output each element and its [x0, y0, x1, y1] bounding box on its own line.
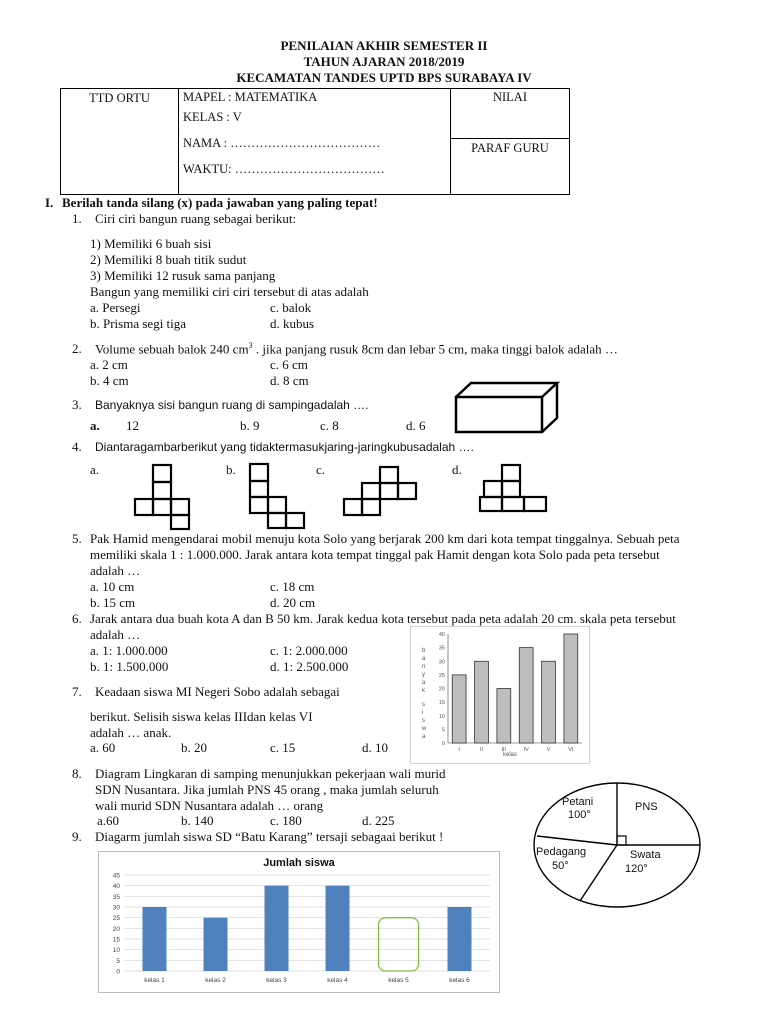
q7-option-d[interactable]: d. 10	[362, 740, 388, 755]
chart1-xtick-label: I	[458, 747, 460, 753]
chart1-bar	[564, 634, 578, 743]
q4-text: Diantaragambarberikut yang tidaktermasukjaring-jaringkubusadalah ….	[95, 440, 474, 454]
chart3-ytick-label: 40	[112, 883, 120, 891]
chart3-xtick-label: kelas 3	[266, 977, 287, 984]
chart3-ytick-label: 25	[112, 915, 120, 923]
chart1-ylabel-char: b	[422, 648, 426, 654]
q3-option-d[interactable]: d. 6	[406, 418, 426, 433]
chart1-bar	[542, 661, 556, 743]
q3-option-c[interactable]: c. 8	[320, 418, 339, 433]
q2-text	[95, 341, 618, 357]
chart1-ytick-label: 35	[438, 645, 445, 652]
chart1-ylabel-char: k	[422, 688, 425, 694]
chart1-ylabel-char: a	[422, 680, 426, 686]
q7-option-b[interactable]: b. 20	[181, 740, 207, 755]
q9-text: Diagarm jumlah siswa SD “Batu Karang” tersaji sebagaai berikut !	[95, 829, 444, 844]
q2-option-c[interactable]: c. 6 cm	[270, 357, 308, 372]
q3-option-b[interactable]: b. 9	[240, 418, 260, 433]
chart3-ytick-label: 20	[112, 925, 120, 933]
q7-line-3: adalah … anak.	[90, 725, 172, 740]
ttd-ortu-cell	[61, 89, 179, 195]
chart1-xtick-label: V	[546, 747, 551, 753]
q8-option-d[interactable]: d. 225	[362, 813, 395, 828]
chart1-bar	[452, 675, 466, 743]
waktu-field[interactable]: WAKTU: ………………………………	[183, 162, 385, 176]
chart1-bar	[519, 648, 533, 743]
chart1-xtick-label: IV	[523, 747, 529, 753]
chart3-xtick-label: kelas 2	[205, 977, 226, 984]
q5-number: 5.	[72, 531, 82, 546]
pie-label-pedagang: Pedagang	[536, 846, 587, 858]
q4-option-d[interactable]: d.	[452, 462, 462, 477]
q7-option-c[interactable]: c. 15	[270, 740, 296, 755]
q1-question: Bangun yang memiliki ciri ciri tersebut di atas adalah	[90, 284, 369, 299]
q3-option-a-letter: a.	[90, 418, 100, 433]
header-line-2: TAHUN AJARAN 2018/2019	[303, 54, 465, 69]
q3-number: 3.	[72, 397, 82, 412]
paraf-guru-label: PARAF GURU	[471, 141, 549, 155]
identity-table	[60, 88, 570, 195]
q7-option-a[interactable]: a. 60	[90, 740, 116, 755]
q7-line-2: berikut. Selisih siswa kelas IIIdan kelas VI	[90, 709, 313, 724]
q4-option-c[interactable]: c.	[316, 462, 326, 477]
student-info-cell	[179, 89, 451, 195]
chart1-ylabel-char: n	[422, 664, 426, 670]
q8-line-3: wali murid SDN Nusantara adalah … orang	[95, 798, 324, 813]
chart3-xtick-label: kelas 1	[144, 977, 165, 984]
chart3-bar	[448, 907, 472, 971]
chart3-ytick-label: 30	[112, 904, 120, 912]
siswa-mi-sobo-chart	[410, 626, 590, 764]
score-cell	[451, 89, 570, 195]
header-line-1: PENILAIAN AKHIR SEMESTER II	[280, 38, 488, 53]
chart3-ytick-label: 35	[112, 893, 120, 901]
q8-line-2: SDN Nusantara. Jika jumlah PNS 45 orang , maka jumlah seluruh	[95, 782, 439, 797]
section-instruction: Berilah tanda silang (x) pada jawaban yang paling tepat!	[62, 195, 378, 210]
q9-number: 9.	[72, 829, 82, 844]
q2-text-rest: . jika panjang rusuk 8cm dan lebar 5 cm, maka tinggi balok adalah …	[252, 341, 618, 357]
q6-number: 6.	[72, 611, 82, 626]
q1-option-c[interactable]: c. balok	[270, 300, 312, 315]
chart3-ytick-label: 15	[112, 936, 120, 944]
q1-feature-3: 3) Memiliki 12 rusuk sama panjang	[90, 268, 276, 283]
chart1-ytick-label: 25	[438, 672, 445, 679]
q1-text: Ciri ciri bangun ruang sebagai berikut:	[95, 211, 297, 226]
q2-option-b[interactable]: b. 4 cm	[90, 373, 129, 388]
q4-number: 4.	[72, 439, 82, 454]
chart1-ylabel-char: s	[422, 718, 425, 724]
cuboid-front-face	[456, 397, 542, 432]
cube-net-a	[135, 465, 189, 529]
chart1-bar	[497, 689, 511, 744]
chart3-ytick-label: 10	[112, 947, 120, 955]
chart3-bar	[143, 907, 167, 971]
cube-net-d	[480, 465, 546, 511]
chart1-xtick-label: II	[479, 747, 484, 753]
q1-feature-1: 1) Memiliki 6 buah sisi	[90, 236, 212, 251]
q4-option-a[interactable]: a.	[90, 462, 100, 477]
q5-line-1: Pak Hamid mengendarai mobil menuju kota Solo yang berjarak 200 km dari kota tempat tinggalnya. Sebuah peta	[90, 531, 680, 546]
chart1-xlabel: kelas	[502, 752, 518, 758]
chart1-ytick-label: 20	[438, 686, 445, 693]
q1-option-d[interactable]: d. kubus	[270, 316, 315, 331]
chart3-title: Jumlah siswa	[263, 857, 335, 869]
nama-field[interactable]: NAMA : ………………………………	[183, 136, 381, 150]
chart3-bar	[326, 886, 350, 971]
q8-option-c[interactable]: c. 180	[270, 813, 302, 828]
q5-option-b[interactable]: b. 15 cm	[90, 595, 136, 610]
chart3-xtick-label: kelas 5	[388, 977, 409, 984]
q2-option-a[interactable]: a. 2 cm	[90, 357, 128, 372]
chart1-ytick-label: 40	[438, 632, 445, 638]
mapel-label: MAPEL : MATEMATIKA	[183, 90, 318, 104]
paraf-box	[451, 139, 569, 156]
chart3-bar	[204, 918, 228, 971]
q8-number: 8.	[72, 766, 82, 781]
chart1-ytick-label: 30	[438, 659, 445, 666]
chart1-xtick-label: VI	[568, 747, 574, 753]
q2-option-d[interactable]: d. 8 cm	[270, 373, 309, 388]
chart1-ylabel-char: w	[422, 726, 427, 732]
q2-superscript: 3	[248, 341, 253, 350]
pekerjaan-wali-pie-chart	[532, 780, 702, 910]
chart3-xtick-label: kelas 4	[327, 977, 348, 984]
pie-label-petani: Petani	[562, 796, 594, 808]
q1-feature-2: 2) Memiliki 8 buah titik sudut	[90, 252, 247, 267]
section-number: I.	[45, 195, 54, 210]
q2-text-main: Volume sebuah balok 240 cm	[95, 341, 249, 357]
chart1-ylabel-char: s	[422, 702, 425, 708]
q8-option-a[interactable]: a.60	[97, 813, 120, 828]
q1-option-b[interactable]: b. Prisma segi tiga	[90, 316, 187, 331]
q8-option-b[interactable]: b. 140	[181, 813, 214, 828]
cube-nets-figure	[120, 462, 560, 532]
q3-option-a[interactable]: 12	[126, 418, 139, 433]
chart1-ytick-label: 0	[441, 741, 445, 747]
pie-angle-swata: 120°	[625, 863, 648, 875]
chart3-ytick-label: 45	[112, 872, 120, 880]
chart1-ylabel-char: y	[422, 672, 425, 678]
q6-option-c[interactable]: c. 1: 2.000.000	[270, 643, 348, 658]
q6-line-2: adalah …	[90, 627, 141, 642]
cuboid-top-face	[456, 383, 557, 397]
chart1-bar	[475, 661, 489, 743]
q5-line-3: adalah …	[90, 563, 141, 578]
chart1-xtick-label: III	[501, 747, 507, 753]
q6-option-d[interactable]: d. 1: 2.500.000	[270, 659, 349, 674]
q2-number: 2.	[72, 341, 82, 356]
nilai-label: NILAI	[492, 90, 527, 104]
cuboid-figure	[452, 380, 562, 436]
chart3-ytick-label: 0	[116, 968, 120, 976]
header-line-3: KECAMATAN TANDES UPTD BPS SURABAYA IV	[236, 70, 532, 85]
chart1-ylabel-char: a	[422, 734, 426, 740]
nilai-box	[451, 89, 569, 139]
q1-option-a[interactable]: a. Persegi	[90, 300, 141, 315]
kelas-label: KELAS : V	[183, 110, 242, 124]
q5-option-d[interactable]: d. 20 cm	[270, 595, 316, 610]
ttd-ortu-label: TTD ORTU	[89, 91, 150, 105]
q5-line-2: memiliki skala 1 : 1.000.000. Jarak antara kota tempat tinggal pak Hamit dengan kota Solo pada peta tersebut	[90, 547, 660, 562]
q4-option-b[interactable]: b.	[226, 462, 236, 477]
chart1-ylabel-char: a	[422, 656, 426, 662]
chart1-ytick-label: 15	[438, 700, 445, 707]
q8-line-1: Diagram Lingkaran di samping menunjukkan pekerjaan wali murid	[95, 766, 446, 781]
cube-net-b	[250, 464, 304, 528]
chart3-ytick-label: 5	[116, 957, 120, 965]
chart3-bar	[265, 886, 289, 971]
q7-line-1: Keadaan siswa MI Negeri Sobo adalah sebagai	[95, 684, 340, 699]
q6-option-b[interactable]: b. 1: 1.500.000	[90, 659, 169, 674]
q5-option-a[interactable]: a. 10 cm	[90, 579, 135, 594]
q5-option-c[interactable]: c. 18 cm	[270, 579, 315, 594]
q6-option-a[interactable]: a. 1: 1.000.000	[90, 643, 168, 658]
pie-label-pns: PNS	[635, 801, 658, 813]
jumlah-siswa-chart	[98, 851, 500, 993]
chart1-ytick-label: 10	[438, 713, 445, 720]
pie-angle-pedagang: 50°	[552, 860, 569, 872]
pie-angle-petani: 100°	[568, 809, 591, 821]
q1-number: 1.	[72, 211, 82, 226]
chart1-ytick-label: 5	[441, 727, 445, 734]
chart1-ylabel-char: i	[422, 710, 424, 716]
q7-number: 7.	[72, 684, 82, 699]
q6-line-1: Jarak antara dua buah kota A dan B 50 km. Jarak kedua kota tersebut pada peta adalah 20 cm. skala peta tersebut	[90, 611, 676, 626]
cube-net-c	[344, 467, 416, 515]
pie-label-swata: Swata	[630, 849, 661, 861]
q3-text: Banyaknya sisi bangun ruang di sampingadalah ….	[95, 398, 369, 412]
chart3-xtick-label: kelas 6	[449, 977, 470, 984]
